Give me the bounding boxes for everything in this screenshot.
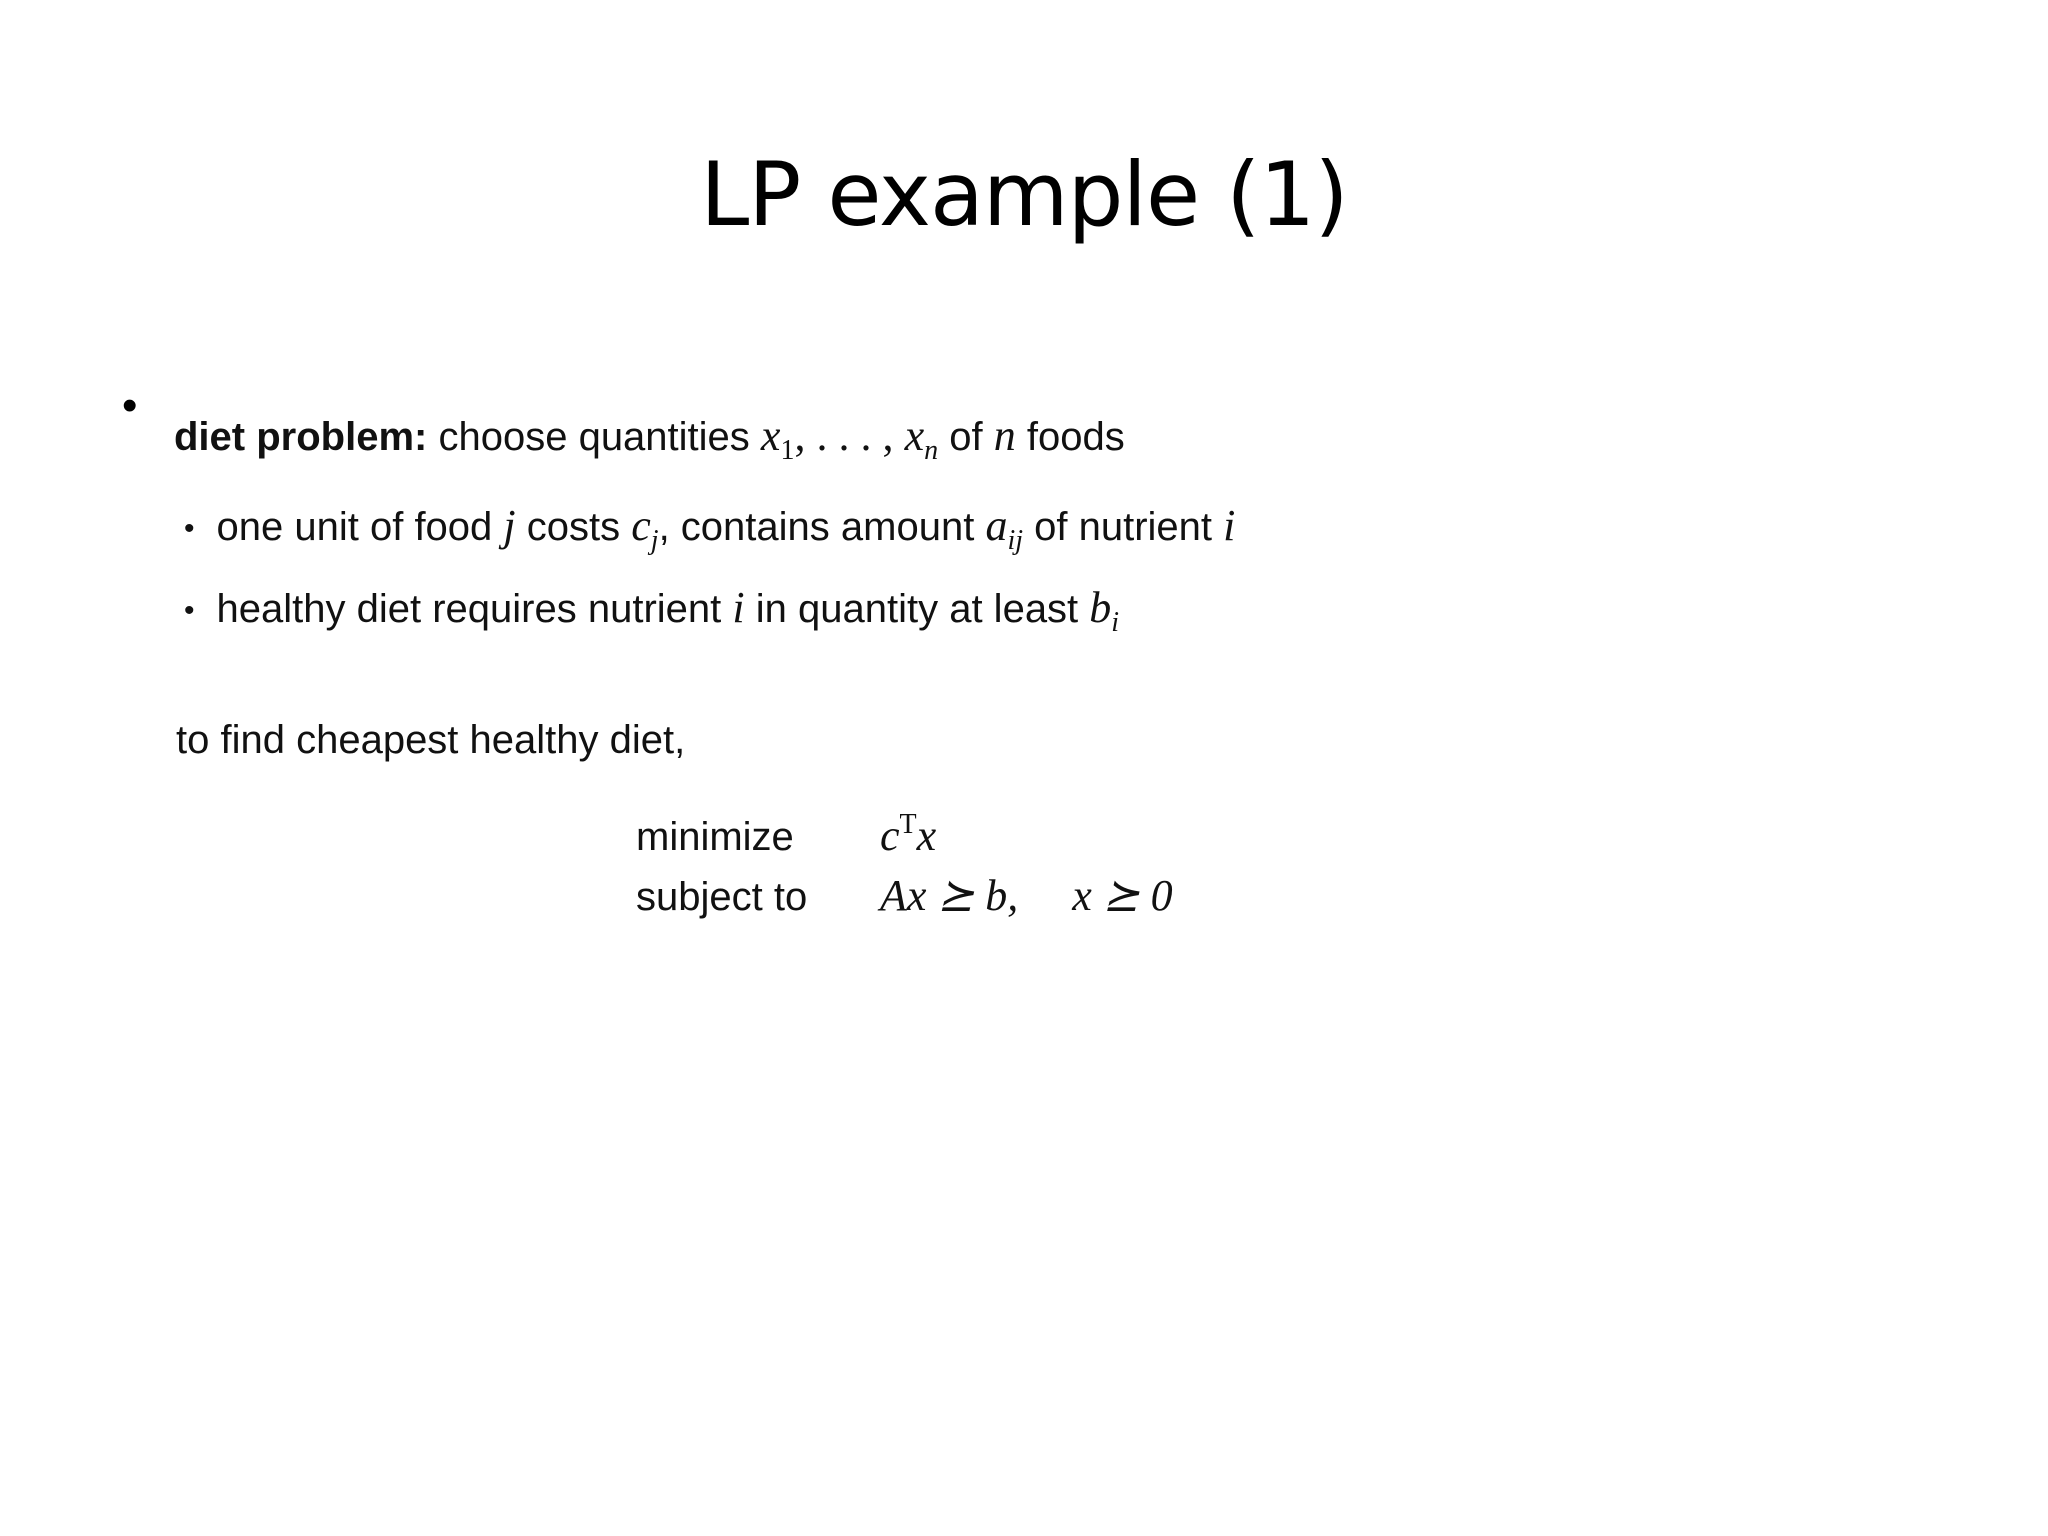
- sub-bullet-requirement: [184, 583, 1120, 638]
- req-text-1: healthy diet requires nutrient: [216, 587, 722, 631]
- math-b: b: [1089, 583, 1112, 632]
- math-sub-j: j: [650, 525, 659, 556]
- math-i: i: [732, 583, 745, 632]
- cost-text-4: of nutrient: [1034, 505, 1213, 549]
- math-ellipsis: , . . . ,: [794, 411, 894, 460]
- diet-text-foods: foods: [1026, 415, 1125, 459]
- lp-constraint-row: [636, 870, 1173, 930]
- lp-objective-row: [636, 810, 1173, 870]
- cost-text-2: costs: [526, 505, 621, 549]
- subject-to-label: subject to: [636, 875, 808, 919]
- math-x1: [760, 411, 795, 466]
- math-a: a: [985, 501, 1008, 550]
- math-sub-ij: ij: [1007, 525, 1024, 556]
- cost-text-3: , contains amount: [658, 505, 975, 549]
- math-n: n: [993, 411, 1016, 460]
- math-sub-i: i: [1111, 607, 1120, 638]
- diet-problem-label: diet problem:: [174, 415, 428, 459]
- math-c: c: [631, 501, 651, 550]
- lp-formulation: [636, 810, 1173, 930]
- sub-bullet-cost: [184, 501, 1236, 556]
- math-x-var-n: x: [904, 411, 925, 460]
- diet-text-choose: choose quantities: [438, 415, 750, 459]
- math-aij: [985, 501, 1024, 556]
- sub-bullet-dot: •: [184, 594, 195, 627]
- math-sub-n: n: [924, 435, 939, 466]
- objective-expression: [880, 810, 936, 861]
- constraint-ax-b: Ax ⪰ b,: [880, 871, 1019, 920]
- math-j: j: [503, 501, 516, 550]
- math-c-obj: c: [880, 811, 900, 860]
- math-x-var: x: [760, 411, 781, 460]
- req-text-2: in quantity at least: [755, 587, 1079, 631]
- bullet-dot: •: [122, 381, 138, 430]
- math-transpose: T: [899, 809, 917, 840]
- diet-problem-line: [174, 411, 1125, 466]
- conclusion-text: to find cheapest healthy diet,: [176, 718, 686, 762]
- math-sub-1: 1: [780, 435, 795, 466]
- sub-bullet-dot: •: [184, 512, 195, 545]
- slide-title: LP example (1): [700, 143, 1348, 246]
- math-cj: [631, 501, 659, 556]
- cost-text-1: one unit of food: [216, 505, 493, 549]
- math-bi: [1089, 583, 1120, 638]
- diet-text-of: of: [949, 415, 983, 459]
- math-x-obj: x: [916, 811, 937, 860]
- constraint-x-nonneg: x ⪰ 0: [1072, 871, 1173, 920]
- minimize-label: minimize: [636, 815, 794, 859]
- math-i: i: [1223, 501, 1236, 550]
- math-xn: [904, 411, 939, 466]
